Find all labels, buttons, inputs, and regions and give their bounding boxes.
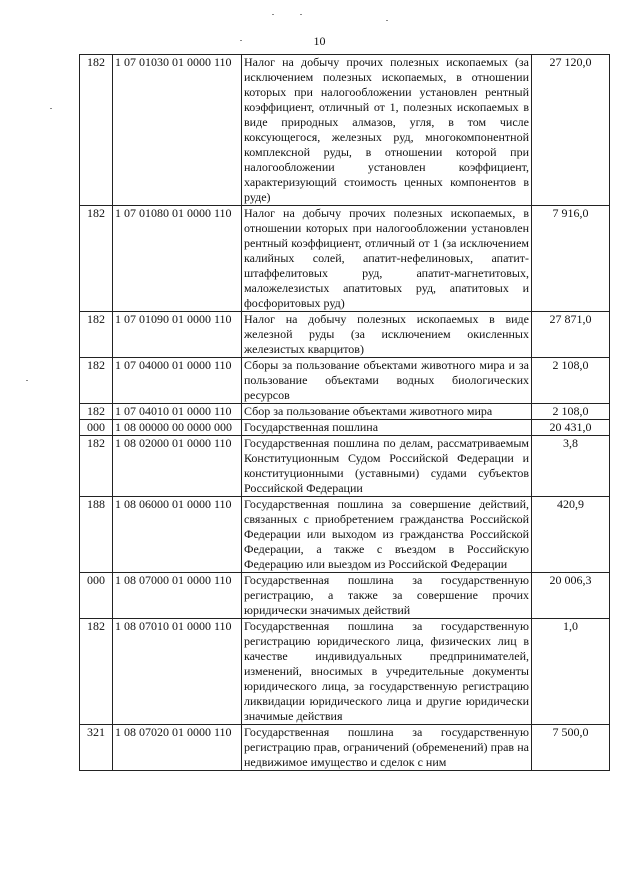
budget-code-cell: 1 07 04010 01 0000 110 [113,404,242,420]
scan-speck [386,20,388,21]
amount-cell: 27 120,0 [532,55,610,206]
amount-cell: 27 871,0 [532,312,610,358]
admin-code-cell: 000 [80,420,113,436]
revenue-name-cell: Государственная пошлина [242,420,532,436]
page-number: 10 [313,34,326,48]
table-row [80,312,610,358]
admin-code-cell: 182 [80,619,113,725]
budget-code-cell: 1 08 06000 01 0000 110 [113,497,242,573]
revenue-name-cell: Сбор за пользование объектами животного мира [242,404,532,420]
amount-cell: 7 500,0 [532,725,610,771]
budget-code-cell: 1 07 04000 01 0000 110 [113,358,242,404]
admin-code-cell: 182 [80,436,113,497]
admin-code-cell: 000 [80,573,113,619]
table-row [80,358,610,404]
scan-speck [272,14,274,15]
admin-code-cell: 182 [80,358,113,404]
admin-code-cell: 182 [80,206,113,312]
budget-code-cell: 1 07 01090 01 0000 110 [113,312,242,358]
admin-code-cell: 321 [80,725,113,771]
scan-speck [26,380,28,381]
amount-cell: 2 108,0 [532,358,610,404]
revenue-name-cell: Налог на добычу прочих полезных ископаемых (за исключением полезных ископаемых, в отношении которых при налогообложении установлен рентный коэффициент, отличный от 1, полезных ископаемых в виде природных алмазов, угля, в том числе коксующегося, железных руд, многокомпонентной комплексной руды, в отношении которой при налогообложении установлен коэффициент, характеризующий стоимость ценных компонентов в руде) [242,55,532,206]
revenue-name-cell: Налог на добычу прочих полезных ископаемых, в отношении которых при налогообложении установлен рентный коэффициент, отличный от 1 (за исключением калийных солей, апатит-нефелиновых, апатит-штаффелитовых руд, апатит-магнетитовых, маложелезистых апатитовых руд, апатитовых и фосфоритовых руд) [242,206,532,312]
revenue-name-cell: Налог на добычу полезных ископаемых в виде железной руды (за исключением окисленных железистых кварцитов) [242,312,532,358]
table-row [80,436,610,497]
amount-cell: 20 431,0 [532,420,610,436]
admin-code-cell: 182 [80,312,113,358]
table-row [80,497,610,573]
revenue-name-cell: Сборы за пользование объектами животного мира и за пользование объектами водных биологических ресурсов [242,358,532,404]
scan-speck [50,108,52,109]
scan-speck [240,40,242,41]
budget-code-cell: 1 07 01030 01 0000 110 [113,55,242,206]
revenue-table-body [80,55,610,771]
amount-cell: 3,8 [532,436,610,497]
table-row [80,55,610,206]
revenue-name-cell: Государственная пошлина за совершение действий, связанных с приобретением гражданства Российской Федерации или выходом из гражданства Российской Федерации, а также с въездом в Российскую Федерацию или выездом из Российской Федерации [242,497,532,573]
revenue-name-cell: Государственная пошлина по делам, рассматриваемым Конституционным Судом Российской Федерации и конституционными (уставными) судами субъектов Российской Федерации [242,436,532,497]
budget-code-cell: 1 08 07000 01 0000 110 [113,573,242,619]
revenue-table [79,54,610,771]
revenue-name-cell: Государственная пошлина за государственную регистрацию, а также за совершение прочих юридически значимых действий [242,573,532,619]
budget-code-cell: 1 08 07010 01 0000 110 [113,619,242,725]
admin-code-cell: 182 [80,404,113,420]
revenue-name-cell: Государственная пошлина за государственную регистрацию прав, ограничений (обременений) прав на недвижимое имущество и сделок с ним [242,725,532,771]
amount-cell: 20 006,3 [532,573,610,619]
amount-cell: 7 916,0 [532,206,610,312]
table-row [80,619,610,725]
table-row [80,725,610,771]
budget-code-cell: 1 07 01080 01 0000 110 [113,206,242,312]
table-row [80,573,610,619]
table-row [80,404,610,420]
admin-code-cell: 188 [80,497,113,573]
budget-code-cell: 1 08 07020 01 0000 110 [113,725,242,771]
admin-code-cell: 182 [80,55,113,206]
budget-code-cell: 1 08 00000 00 0000 000 [113,420,242,436]
amount-cell: 2 108,0 [532,404,610,420]
amount-cell: 420,9 [532,497,610,573]
table-row [80,420,610,436]
amount-cell: 1,0 [532,619,610,725]
revenue-name-cell: Государственная пошлина за государственную регистрацию юридического лица, физических лиц в качестве индивидуальных предпринимателей, изменений, вносимых в учредительные документы юридического лица, за государственную регистрацию ликвидации юридического лица и другие юридически значимые действия [242,619,532,725]
table-row [80,206,610,312]
budget-code-cell: 1 08 02000 01 0000 110 [113,436,242,497]
scan-speck [300,14,302,15]
